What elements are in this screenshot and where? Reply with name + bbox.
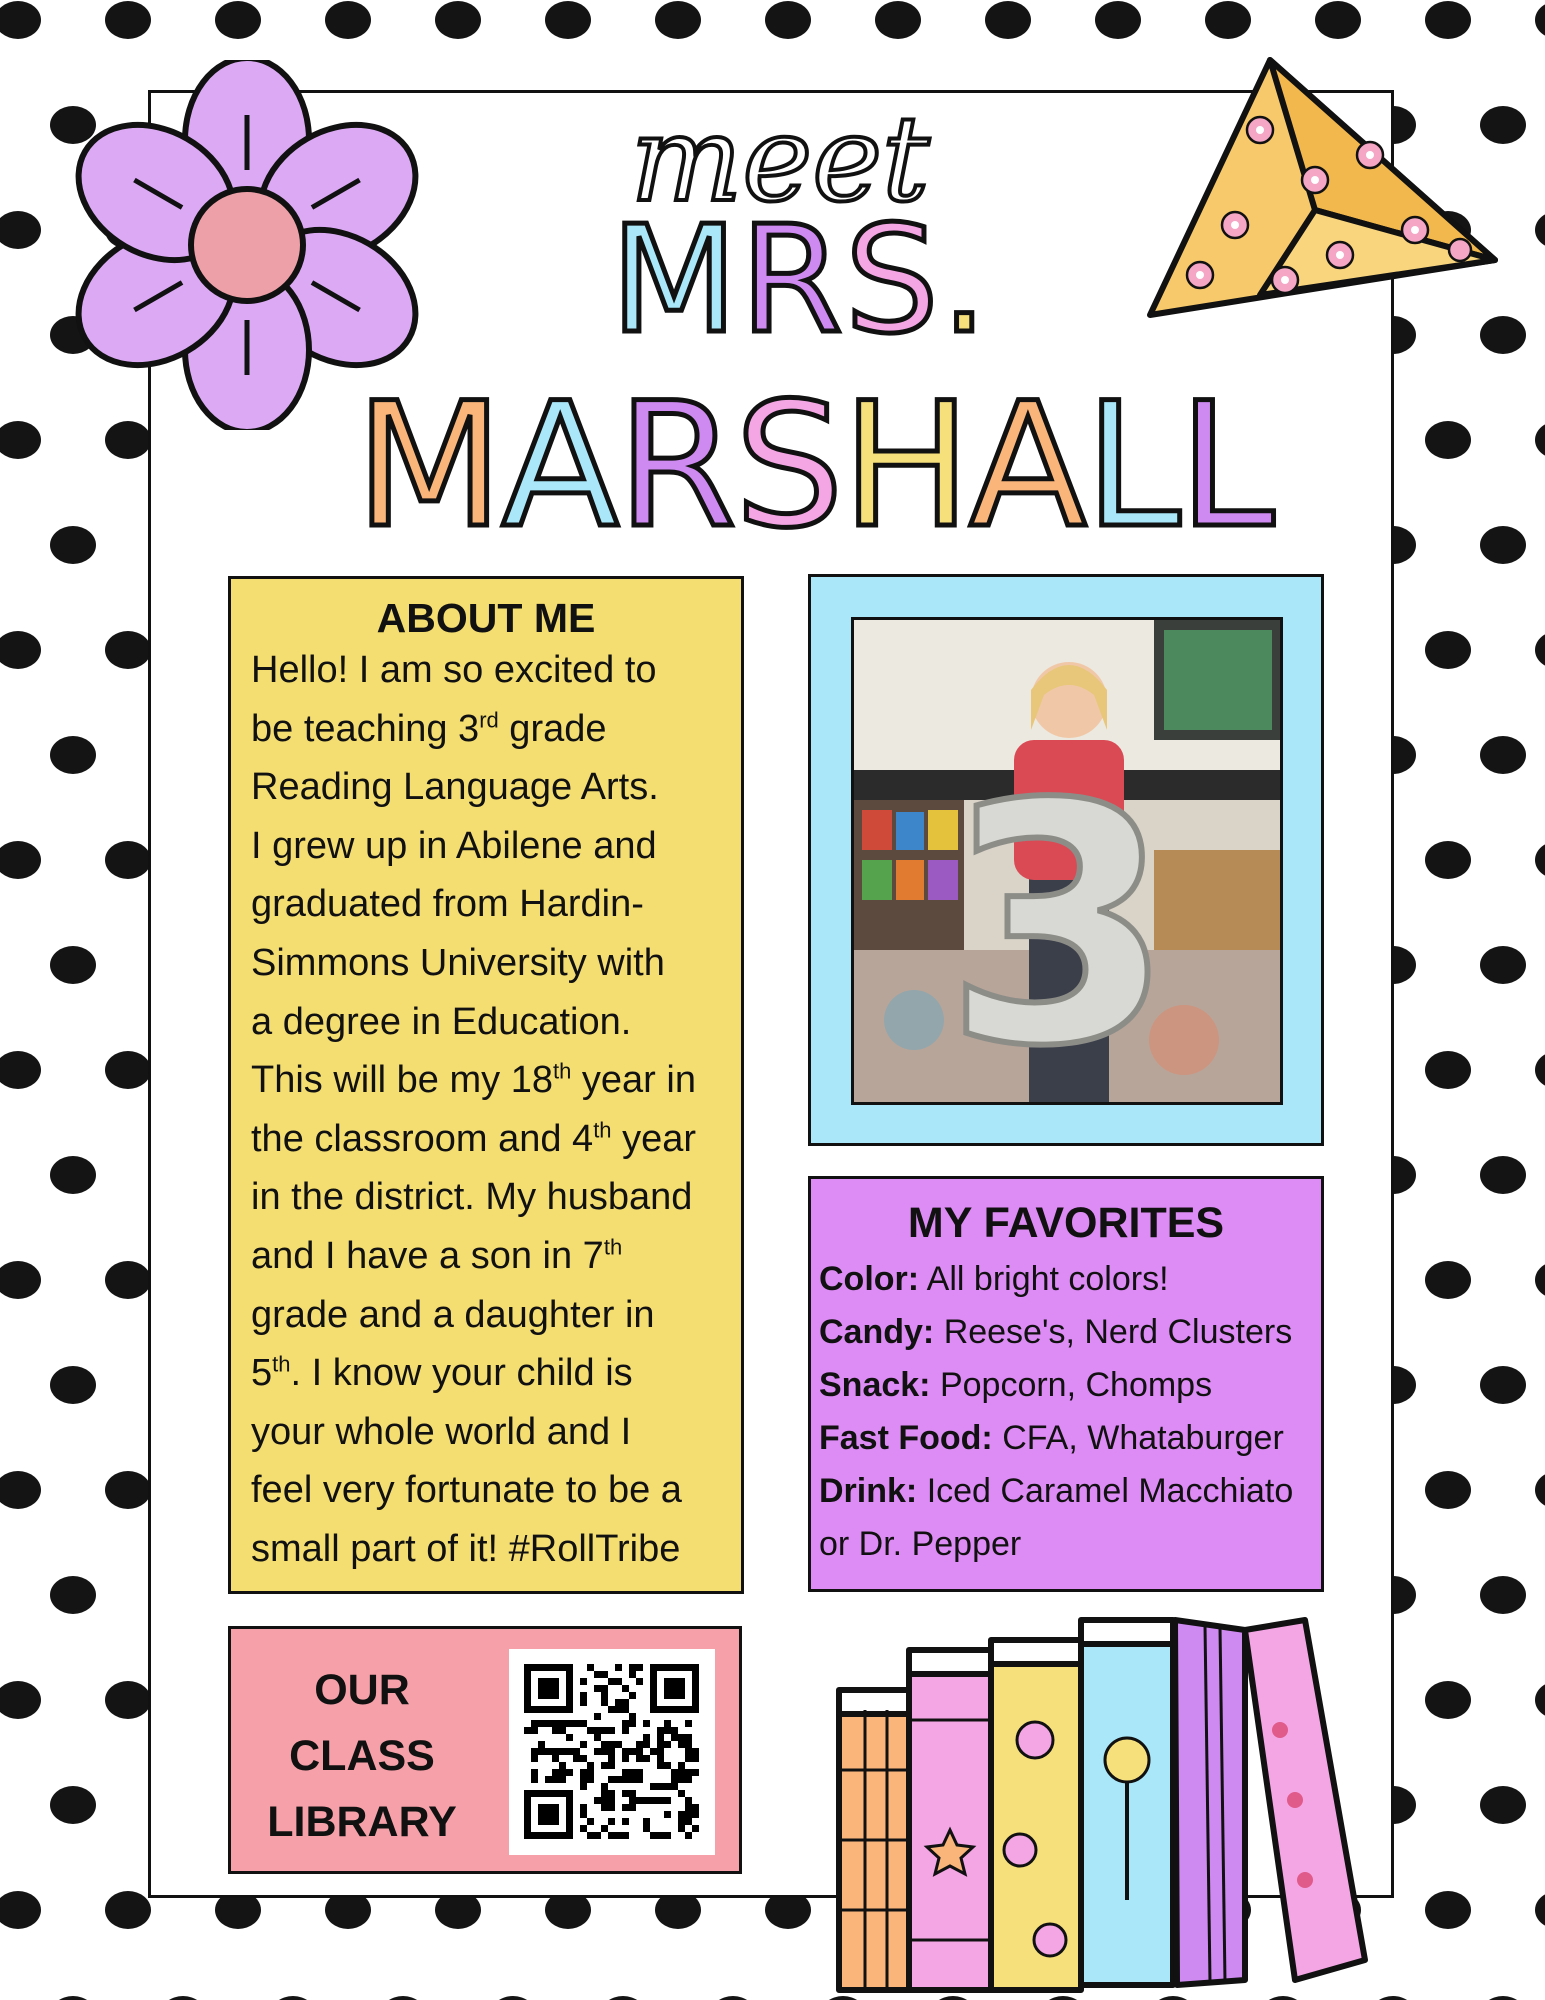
favorite-value: Iced Caramel Macchiato [926, 1472, 1294, 1510]
about-line: small part of it! #RollTribe [251, 1527, 681, 1570]
title-letter: A [969, 365, 1085, 566]
teacher-photo [851, 617, 1283, 1105]
title-letter: A [501, 365, 618, 566]
polka-dot [50, 736, 96, 774]
polka-dot [655, 1, 701, 39]
polka-dot [105, 631, 151, 669]
polka-dot [490, 1996, 536, 2000]
paper-airplane-icon [1140, 50, 1510, 340]
polka-dot [1480, 946, 1526, 984]
polka-dot [1315, 1, 1361, 39]
polka-dot [0, 1051, 41, 1089]
title-letter: R [617, 365, 735, 566]
polka-dot [1480, 1786, 1526, 1824]
favorite-label: Snack: [819, 1366, 931, 1404]
favorites-list [811, 1253, 1321, 1571]
class-library-panel [228, 1626, 742, 1874]
polka-dot [1535, 1051, 1545, 1089]
polka-dot [710, 1996, 756, 2000]
about-line: This will be my 18th year in [251, 1058, 696, 1102]
library-label-line: LIBRARY [267, 1798, 457, 1846]
polka-dot [0, 1681, 41, 1719]
favorite-label: Fast Food: [819, 1419, 993, 1457]
about-line: graduated from Hardin- [251, 883, 644, 926]
polka-dot [1425, 1051, 1471, 1089]
favorite-label: Drink: [819, 1472, 918, 1510]
polka-dot [0, 1891, 41, 1929]
polka-dot [765, 1, 811, 39]
about-me-panel [228, 576, 744, 1594]
about-line: a degree in Education. [251, 1000, 632, 1043]
polka-dot [50, 1996, 96, 2000]
polka-dot [1205, 1, 1251, 39]
title-letter: S [734, 365, 842, 566]
title-letter: R [739, 194, 845, 366]
polka-dot [600, 1996, 646, 2000]
my-favorites-heading: MY FAVORITES [907, 1199, 1225, 1247]
favorite-label: Color: [819, 1260, 920, 1298]
about-line: your whole world and I [251, 1410, 632, 1453]
polka-dot [50, 526, 96, 564]
about-line: Hello! I am so excited to [251, 649, 657, 691]
polka-dot [0, 841, 41, 879]
title-letter: M [355, 365, 502, 566]
library-label-line: CLASS [289, 1732, 435, 1780]
title-letter: S [844, 194, 941, 366]
library-label-line: OUR [314, 1666, 410, 1714]
about-line: I grew up in Abilene and [251, 824, 657, 867]
polka-dot [105, 1261, 151, 1299]
polka-dot [1535, 1261, 1545, 1299]
title-teacher-name [355, 365, 1273, 566]
polka-dot [1480, 1366, 1526, 1404]
polka-dot [105, 1051, 151, 1089]
about-line: Simmons University with [251, 941, 665, 984]
about-me-text [231, 641, 741, 1579]
about-line: and I have a son in 7th [251, 1234, 623, 1277]
polka-dot [0, 631, 41, 669]
favorite-item [811, 1518, 1321, 1571]
polka-dot [1425, 841, 1471, 879]
polka-dot [270, 1996, 316, 2000]
polka-dot [105, 1891, 151, 1929]
class-library-label [257, 1657, 467, 1855]
polka-dot [1480, 1576, 1526, 1614]
my-favorites-panel [808, 1176, 1324, 1592]
polka-dot [0, 1261, 41, 1299]
polka-dot [1480, 1156, 1526, 1194]
about-line: in the district. My husband [251, 1176, 693, 1219]
polka-dot [50, 1786, 96, 1824]
polka-dot [435, 1, 481, 39]
about-line: Reading Language Arts. [251, 766, 659, 809]
polka-dot [875, 1, 921, 39]
polka-dot [105, 1, 151, 39]
polka-dot [1425, 1681, 1471, 1719]
about-line: feel very fortunate to be a [251, 1469, 682, 1512]
favorite-value: or Dr. Pepper [819, 1525, 1022, 1563]
about-line: grade and a daughter in [251, 1293, 655, 1336]
polka-dot [1535, 1471, 1545, 1509]
favorite-item [811, 1253, 1321, 1306]
polka-dot [160, 1996, 206, 2000]
polka-dot [50, 1576, 96, 1614]
favorite-item [811, 1359, 1321, 1412]
polka-dot [0, 1, 41, 39]
teacher-photo-frame [808, 574, 1324, 1146]
polka-dot [1425, 1261, 1471, 1299]
favorite-value: Popcorn, Chomps [939, 1366, 1213, 1404]
polka-dot [545, 1, 591, 39]
polka-dot [1425, 1471, 1471, 1509]
title-mrs [600, 194, 1000, 366]
polka-dot [1480, 526, 1526, 564]
favorite-value: Reese's, Nerd Clusters [943, 1313, 1293, 1351]
title-letter: . [940, 194, 990, 366]
title-letter: L [1178, 365, 1273, 566]
polka-dot [1425, 1891, 1471, 1929]
meet-text: meet [630, 95, 930, 228]
polka-dot [1095, 1, 1141, 39]
polka-dot [1480, 1996, 1526, 2000]
polka-dot [1480, 736, 1526, 774]
polka-dot [985, 1, 1031, 39]
polka-dot [215, 1, 261, 39]
polka-dot [1425, 1, 1471, 39]
title-letter: H [841, 365, 970, 566]
about-line: be teaching 3rd grade [251, 706, 607, 750]
about-me-heading: ABOUT ME [376, 595, 596, 641]
about-line: the classroom and 4th year [251, 1117, 697, 1160]
polka-dot [1535, 421, 1545, 459]
favorite-label: Candy: [819, 1313, 935, 1351]
polka-dot [105, 841, 151, 879]
polka-dot [380, 1996, 426, 2000]
polka-dot [1535, 1891, 1545, 1929]
title-letter: M [610, 194, 740, 366]
polka-dot [1535, 841, 1545, 879]
about-line: 5th. I know your child is [251, 1351, 633, 1395]
polka-dot [1425, 631, 1471, 669]
polka-dot [1535, 1, 1545, 39]
polka-dot [50, 946, 96, 984]
polka-dot [50, 1366, 96, 1404]
favorite-value: CFA, Whataburger [1002, 1419, 1284, 1457]
polka-dot [325, 1, 371, 39]
polka-dot [105, 1681, 151, 1719]
polka-dot [1535, 1681, 1545, 1719]
polka-dot [1425, 421, 1471, 459]
books-icon [825, 1600, 1385, 2000]
qr-code-icon[interactable] [509, 1649, 715, 1855]
favorite-item [811, 1306, 1321, 1359]
polka-dot [1535, 211, 1545, 249]
favorite-item [811, 1412, 1321, 1465]
favorite-item [811, 1465, 1321, 1518]
polka-dot [0, 421, 41, 459]
polka-dot [0, 1471, 41, 1509]
title-letter: L [1084, 365, 1179, 566]
polka-dot [0, 211, 41, 249]
polka-dot [1535, 631, 1545, 669]
balloon-number: 3 [944, 734, 1174, 1102]
polka-dot [50, 1156, 96, 1194]
polka-dot [105, 1471, 151, 1509]
favorite-value: All bright colors! [926, 1260, 1169, 1298]
